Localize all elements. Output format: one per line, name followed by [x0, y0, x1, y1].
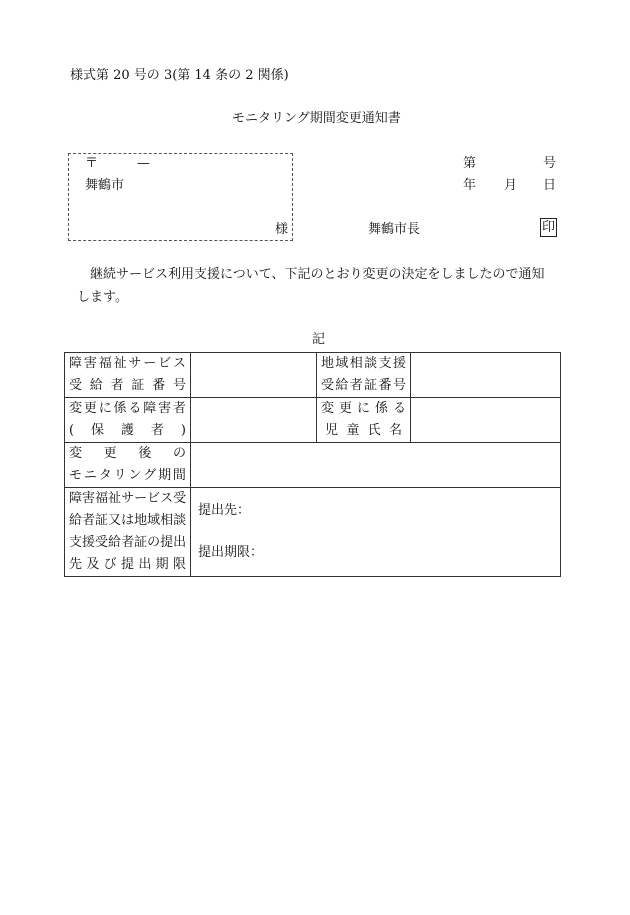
postal-mark: 〒: [85, 156, 99, 171]
label-char: 期: [158, 468, 172, 483]
label-char: 名: [388, 423, 402, 438]
label-char: 域: [147, 513, 161, 528]
label-line: [69, 353, 186, 375]
recipient-cert-number-value: [191, 353, 317, 398]
label-char: 保: [91, 423, 105, 438]
submit-to-label: 提出先：: [198, 503, 251, 518]
label-char: サ: [128, 356, 142, 371]
label-char: 番: [378, 378, 392, 393]
monitoring-period-value: [191, 443, 561, 488]
label-char: 期: [155, 557, 169, 572]
seal-text: 印: [542, 220, 556, 235]
record-table: [64, 352, 561, 577]
label-char: 係: [113, 401, 127, 416]
label-char: 証: [364, 378, 378, 393]
label-char: る: [128, 401, 142, 416]
label-char: る: [392, 401, 406, 416]
label-line: [69, 465, 186, 487]
label-char: 祉: [113, 356, 127, 371]
label-char: 証: [131, 378, 145, 393]
label-char: ー: [143, 356, 157, 371]
consultation-cert-number-label: [317, 353, 411, 398]
label-char: 給: [69, 513, 83, 528]
label-char: 先: [69, 557, 83, 572]
label-char: 出: [173, 535, 187, 550]
label-char: 者: [110, 378, 124, 393]
label-line: [69, 554, 186, 576]
submission-value: [191, 488, 561, 577]
notice-body-line-2: します。: [77, 290, 128, 305]
label-char: グ: [143, 468, 157, 483]
label-char: 又: [108, 513, 122, 528]
notice-body-line-1: 継続サービス利用支援について、下記のとおり変更の決定をしましたので通知: [90, 267, 545, 282]
label-line: [69, 510, 186, 532]
label-char: 更: [103, 446, 117, 461]
label-char: 及: [86, 557, 100, 572]
label-char: の: [147, 535, 161, 550]
consultation-cert-number-value: [411, 353, 561, 398]
doc-number-dai: 第: [463, 156, 477, 171]
label-char: 地: [321, 356, 335, 371]
recipient-city: 舞鶴市: [85, 178, 125, 193]
label-char: 更: [338, 401, 352, 416]
label-char: 係: [374, 401, 388, 416]
recipient-cert-number-label: [65, 353, 191, 398]
table-row: [65, 443, 561, 488]
label-char: ): [180, 423, 186, 438]
deadline-label: 提出期限：: [198, 545, 264, 560]
label-char: 限: [172, 557, 186, 572]
ki-heading: 記: [312, 332, 326, 347]
label-char: 提: [120, 557, 134, 572]
table-row: [65, 488, 561, 577]
label-char: 童: [346, 423, 360, 438]
label-char: 受: [321, 378, 335, 393]
label-char: の: [172, 446, 186, 461]
label-char: サ: [121, 491, 135, 506]
child-name-value: [411, 398, 561, 443]
label-char: 援: [392, 356, 406, 371]
label-char: 福: [98, 356, 112, 371]
label-char: ス: [160, 491, 174, 506]
label-line: [321, 398, 406, 420]
label-char: 変: [69, 401, 83, 416]
submission-label: [65, 488, 191, 577]
doc-number-go: 号: [543, 156, 557, 171]
label-line: [321, 353, 406, 375]
table-row: [65, 353, 561, 398]
label-char: 護: [120, 423, 134, 438]
label-char: タ: [98, 468, 112, 483]
date-year: 年: [463, 178, 477, 193]
document-title: モニタリング期間変更通知書: [232, 111, 401, 126]
label-char: に: [356, 401, 370, 416]
child-name-label: [317, 398, 411, 443]
label-char: 地: [134, 513, 148, 528]
label-char: 福: [95, 491, 109, 506]
label-char: 障: [69, 491, 83, 506]
label-char: ビ: [158, 356, 172, 371]
person-label: [65, 398, 191, 443]
issuer-name: 舞鶴市長: [368, 222, 421, 237]
label-char: ビ: [147, 491, 161, 506]
label-line: [321, 375, 406, 397]
label-char: 談: [173, 513, 187, 528]
label-char: リ: [113, 468, 127, 483]
date-month: 月: [504, 178, 518, 193]
label-char: 相: [160, 513, 174, 528]
label-line: [321, 420, 406, 442]
label-char: 受: [173, 491, 187, 506]
label-char: 受: [95, 535, 109, 550]
label-char: 給: [335, 378, 349, 393]
label-char: 障: [69, 356, 83, 371]
label-line: [69, 375, 186, 397]
label-char: 援: [82, 535, 96, 550]
label-char: ン: [128, 468, 142, 483]
label-char: 者: [172, 401, 186, 416]
table-row: [65, 398, 561, 443]
label-char: 氏: [367, 423, 381, 438]
date-day: 日: [543, 178, 557, 193]
form-number-label: 様式第 20 号の 3(第 14 条の 2 関係): [70, 68, 289, 83]
label-char: 間: [172, 468, 186, 483]
label-char: 域: [335, 356, 349, 371]
label-line: [69, 443, 186, 465]
label-char: 号: [172, 378, 186, 393]
label-char: 証: [134, 535, 148, 550]
label-char: 変: [69, 446, 83, 461]
label-char: 談: [364, 356, 378, 371]
label-char: 者: [150, 423, 164, 438]
label-char: 給: [89, 378, 103, 393]
person-value: [191, 398, 317, 443]
label-char: 支: [69, 535, 83, 550]
label-char: 障: [143, 401, 157, 416]
label-char: 給: [108, 535, 122, 550]
label-char: 害: [82, 491, 96, 506]
label-char: に: [98, 401, 112, 416]
label-line: [69, 488, 186, 510]
recipient-address-box: [68, 153, 293, 241]
label-char: 害: [158, 401, 172, 416]
label-char: 証: [95, 513, 109, 528]
label-char: 者: [82, 513, 96, 528]
label-char: ー: [134, 491, 148, 506]
label-char: モ: [69, 468, 83, 483]
label-char: 出: [138, 557, 152, 572]
postal-dash: —: [137, 156, 150, 171]
label-char: 号: [392, 378, 406, 393]
monitoring-period-label: [65, 443, 191, 488]
label-char: び: [103, 557, 117, 572]
label-char: 後: [138, 446, 152, 461]
label-char: 者: [121, 535, 135, 550]
label-char: 提: [160, 535, 174, 550]
label-char: 害: [83, 356, 97, 371]
label-char: 受: [69, 378, 83, 393]
seal-mark: [540, 221, 557, 234]
label-char: 番: [152, 378, 166, 393]
label-line: [69, 398, 186, 420]
recipient-honorific: 様: [275, 222, 289, 237]
label-char: 児: [325, 423, 339, 438]
label-char: 支: [378, 356, 392, 371]
label-line: [69, 532, 186, 554]
label-line: [69, 420, 186, 442]
label-char: 者: [349, 378, 363, 393]
label-char: 更: [83, 401, 97, 416]
label-char: (: [69, 423, 75, 438]
label-char: 変: [321, 401, 335, 416]
label-char: ニ: [83, 468, 97, 483]
label-char: ス: [172, 356, 186, 371]
label-char: 相: [349, 356, 363, 371]
label-char: 祉: [108, 491, 122, 506]
label-char: は: [121, 513, 135, 528]
